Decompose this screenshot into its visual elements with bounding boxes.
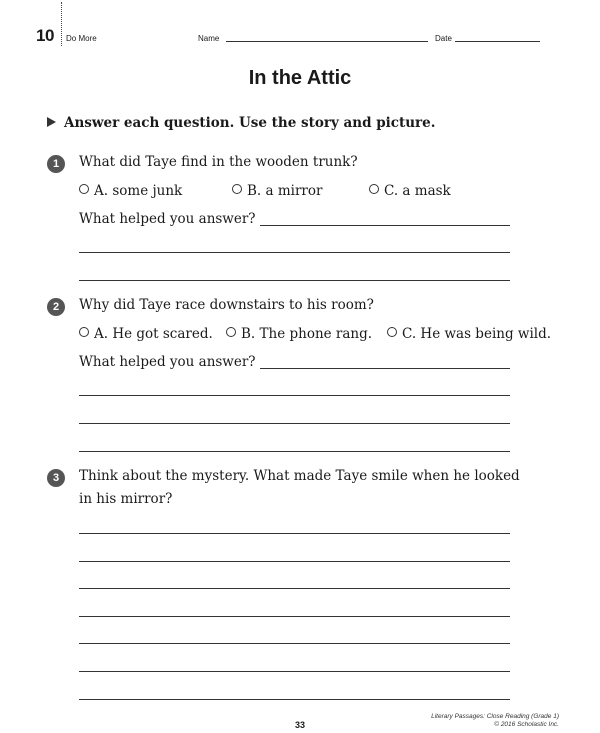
answer-line[interactable] xyxy=(79,616,510,617)
question-3-number: 3 xyxy=(47,469,65,487)
radio-circle-icon[interactable] xyxy=(232,184,242,194)
answer-line[interactable] xyxy=(260,368,510,369)
answer-line[interactable] xyxy=(79,252,510,253)
option-label: C. a mask xyxy=(384,183,451,199)
question-1-option-b[interactable] xyxy=(232,183,322,199)
name-field[interactable] xyxy=(226,41,428,42)
footer-page-number: 33 xyxy=(294,720,305,730)
question-3-text-line1: Think about the mystery. What made Taye smile when he looked xyxy=(79,468,520,484)
answer-line[interactable] xyxy=(79,451,510,452)
header-divider xyxy=(61,2,62,46)
question-2-text: Why did Taye race downstairs to his room? xyxy=(79,297,374,313)
question-2-option-b[interactable] xyxy=(226,326,372,342)
answer-line[interactable] xyxy=(79,699,510,700)
play-arrow-icon xyxy=(47,117,56,127)
question-1-option-c[interactable] xyxy=(369,183,451,199)
page-title: In the Attic xyxy=(248,67,352,89)
page-number-badge: 10 xyxy=(36,26,54,45)
date-label: Date xyxy=(435,34,452,43)
answer-line[interactable] xyxy=(79,395,510,396)
radio-circle-icon[interactable] xyxy=(387,327,397,337)
section-label: Do More xyxy=(66,34,97,43)
answer-line[interactable] xyxy=(79,561,510,562)
answer-line[interactable] xyxy=(79,280,510,281)
date-field[interactable] xyxy=(455,41,540,42)
credit-line-2: © 2016 Scholastic Inc. xyxy=(494,721,559,728)
question-1-option-a[interactable] xyxy=(79,183,182,199)
radio-circle-icon[interactable] xyxy=(369,184,379,194)
option-label: C. He was being wild. xyxy=(402,326,552,342)
option-label: A. He got scared. xyxy=(94,326,213,342)
footer-credit xyxy=(431,713,559,729)
question-2-number: 2 xyxy=(47,298,65,316)
question-2-followup: What helped you answer? xyxy=(79,354,256,370)
question-3-text-line2: in his mirror? xyxy=(79,491,173,507)
instruction-text: Answer each question. Use the story and picture. xyxy=(64,115,436,131)
question-1-number: 1 xyxy=(47,155,65,173)
question-2-option-c[interactable] xyxy=(387,326,551,342)
answer-line[interactable] xyxy=(79,423,510,424)
answer-line[interactable] xyxy=(260,225,510,226)
option-label: B. a mirror xyxy=(247,183,323,199)
question-1-text: What did Taye find in the wooden trunk? xyxy=(79,154,358,170)
answer-line[interactable] xyxy=(79,671,510,672)
option-label: B. The phone rang. xyxy=(241,326,373,342)
question-1-followup: What helped you answer? xyxy=(79,211,256,227)
answer-line[interactable] xyxy=(79,643,510,644)
radio-circle-icon[interactable] xyxy=(79,327,89,337)
radio-circle-icon[interactable] xyxy=(226,327,236,337)
instruction xyxy=(47,115,435,131)
answer-line[interactable] xyxy=(79,588,510,589)
question-2-option-a[interactable] xyxy=(79,326,213,342)
option-label: A. some junk xyxy=(94,183,183,199)
name-label: Name xyxy=(198,34,220,43)
credit-line-1: Literary Passages: Close Reading (Grade 1) xyxy=(431,713,559,720)
radio-circle-icon[interactable] xyxy=(79,184,89,194)
answer-line[interactable] xyxy=(79,533,510,534)
